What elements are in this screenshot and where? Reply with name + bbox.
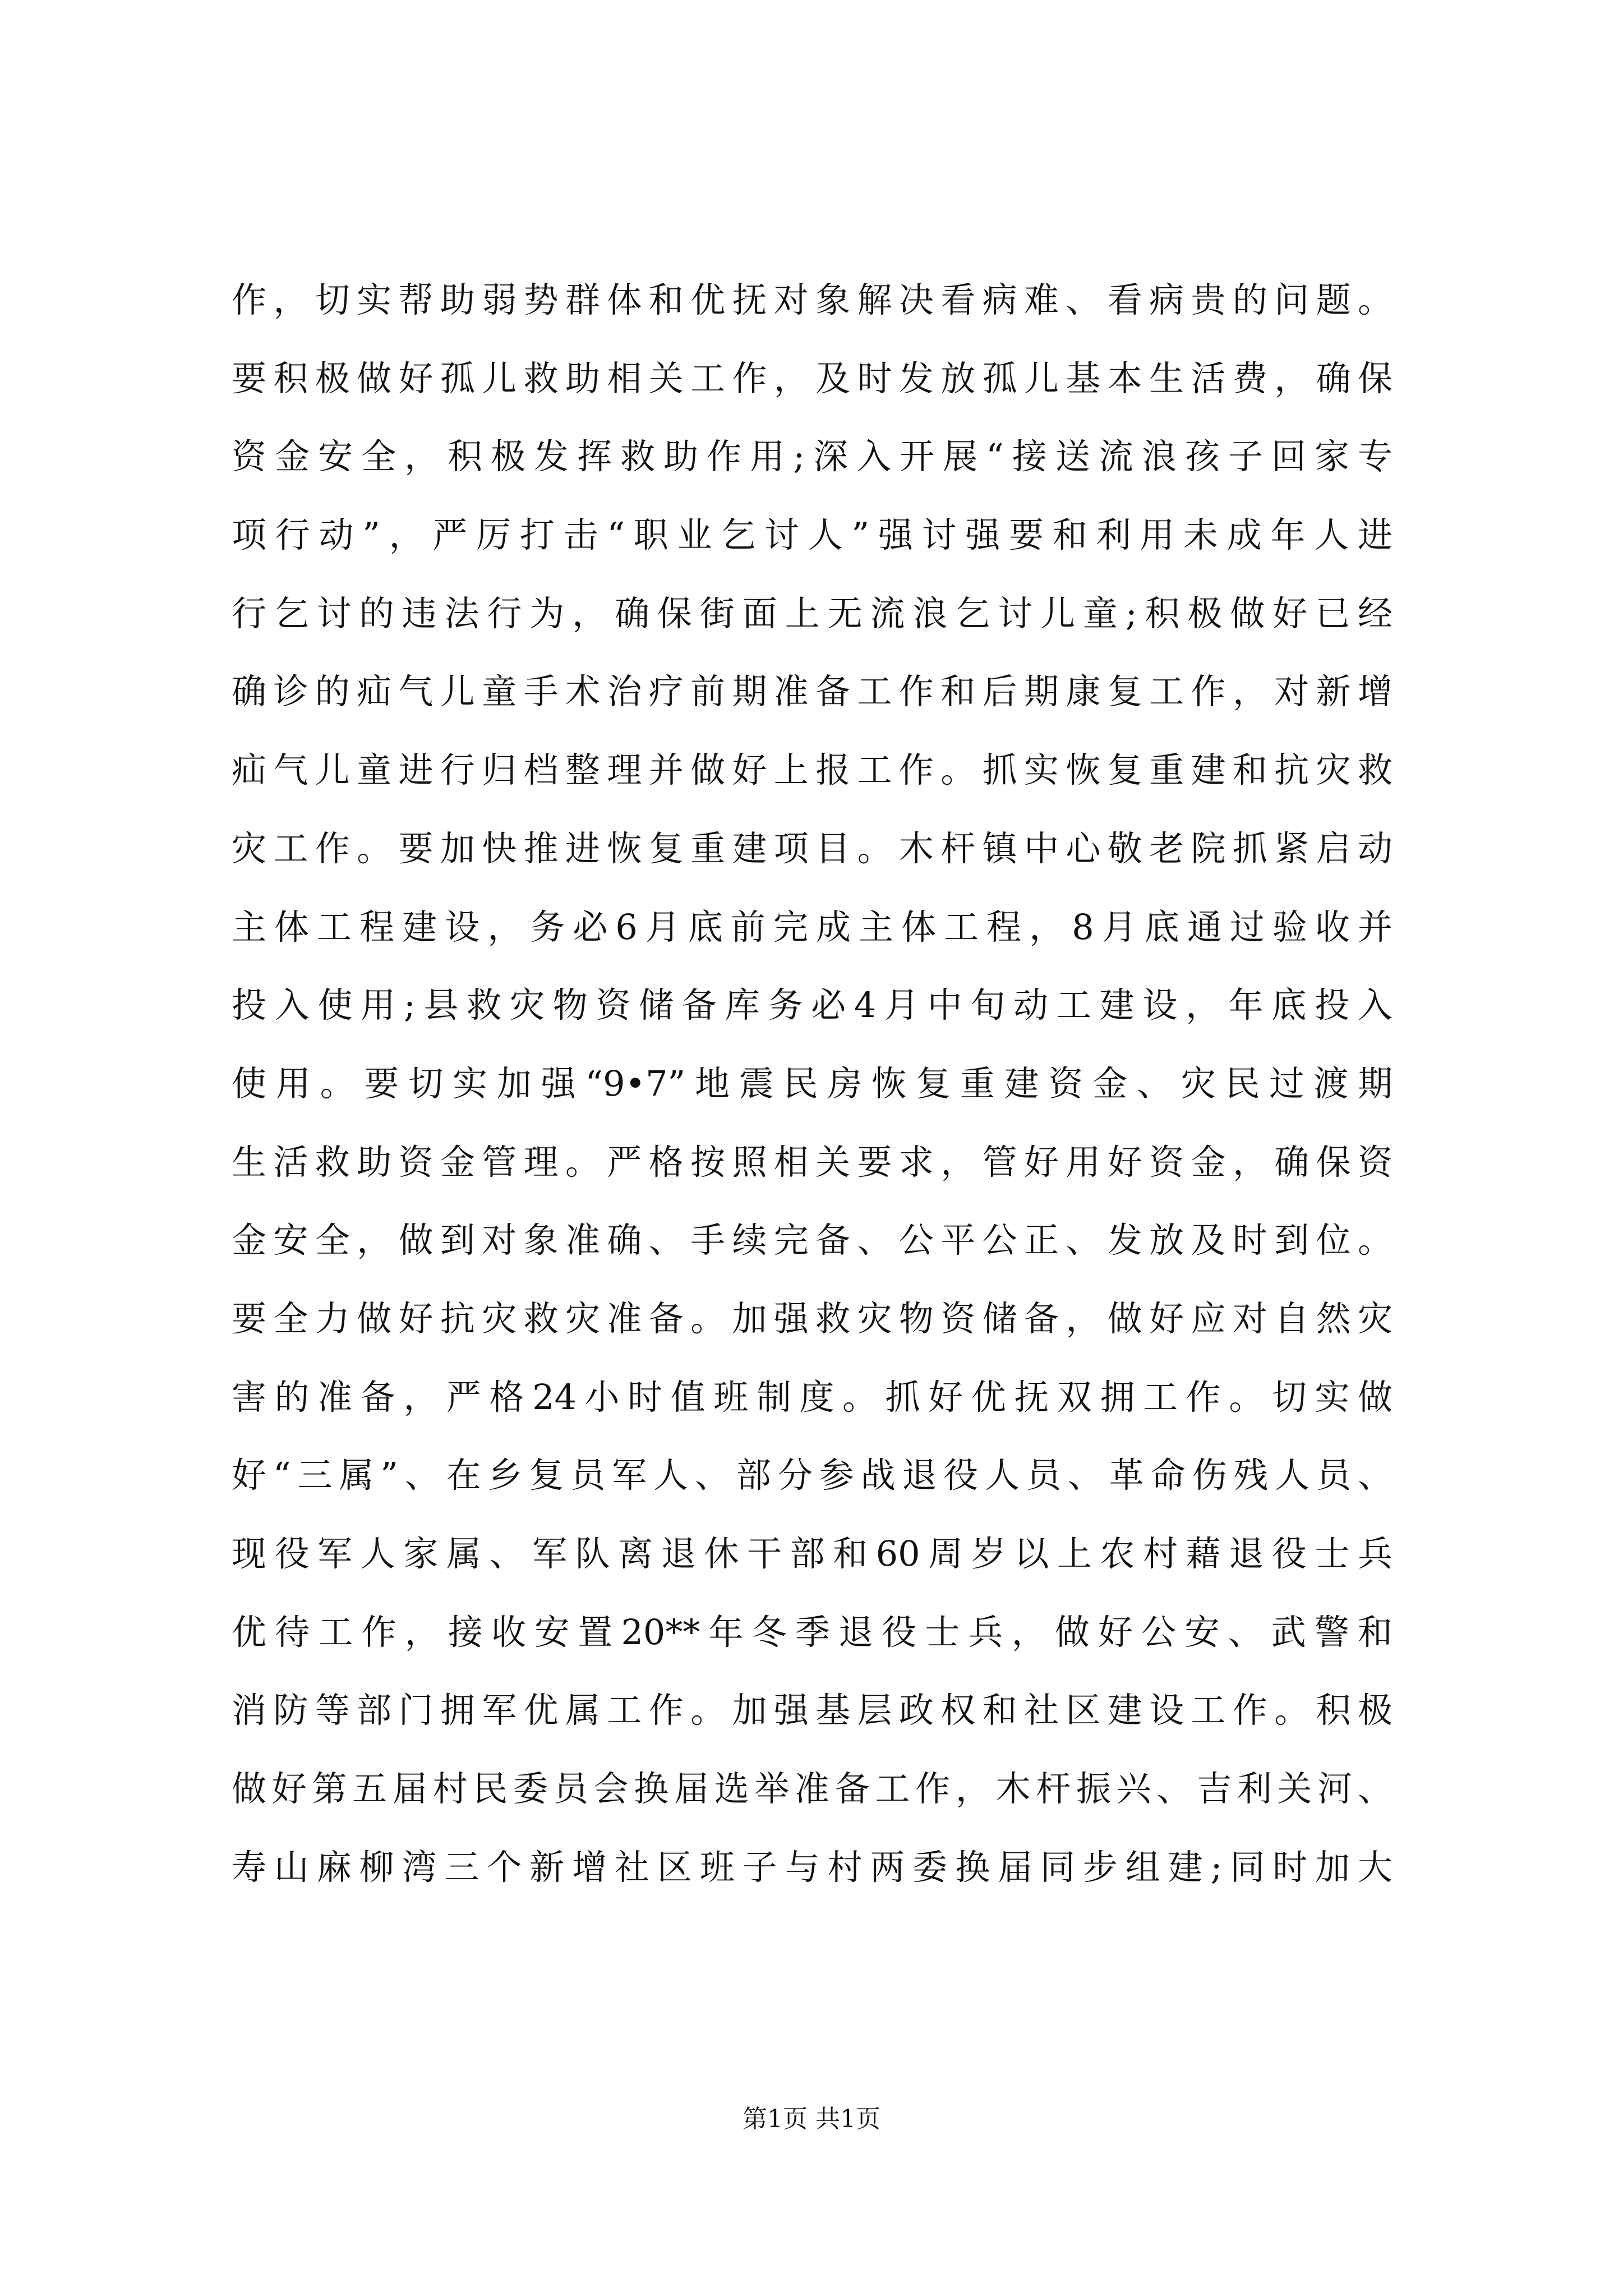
text-line: 要积极做好孤儿救助相关工作，及时发放孤儿基本生活费，确保 <box>232 357 1393 399</box>
text-line: 投入使用;县救灾物资储备库务必4月中旬动工建设，年底投入 <box>232 984 1393 1026</box>
page-footer: 第1页 共1页 <box>743 2105 880 2133</box>
text-line: 做好第五届村民委员会换届选举准备工作，木杆振兴、吉利关河、 <box>232 1768 1393 1810</box>
text-line: 现役军人家属、军队离退休干部和60周岁以上农村藉退役士兵 <box>232 1533 1393 1574</box>
text-line: 寿山麻柳湾三个新增社区班子与村两委换届同步组建;同时加大 <box>232 1846 1393 1888</box>
text-line: 消防等部门拥军优属工作。加强基层政权和社区建设工作。积极 <box>232 1690 1393 1731</box>
text-line: 作，切实帮助弱势群体和优抚对象解决看病难、看病贵的问题。 <box>232 279 1393 320</box>
text-line: 优待工作，接收安置20**年冬季退役士兵，做好公安、武警和 <box>232 1611 1393 1653</box>
text-line: 确诊的疝气儿童手术治疗前期准备工作和后期康复工作，对新增 <box>232 671 1393 712</box>
body-text <box>232 261 1393 1906</box>
text-line: 主体工程建设，务必6月底前完成主体工程，8月底通过验收并 <box>232 906 1393 947</box>
text-line: 生活救助资金管理。严格按照相关要求，管好用好资金，确保资 <box>232 1141 1393 1182</box>
text-line: 疝气儿童进行归档整理并做好上报工作。抓实恢复重建和抗灾救 <box>232 749 1393 791</box>
text-line: 灾工作。要加快推进恢复重建项目。木杆镇中心敬老院抓紧启动 <box>232 827 1393 869</box>
text-line: 资金安全，积极发挥救助作用;深入开展“接送流浪孩子回家专 <box>232 436 1393 477</box>
text-line: 行乞讨的违法行为，确保街面上无流浪乞讨儿童;积极做好已经 <box>232 592 1393 634</box>
text-line: 好“三属”、在乡复员军人、部分参战退役人员、革命伤残人员、 <box>232 1455 1393 1496</box>
text-line: 金安全，做到对象准确、手续完备、公平公正、发放及时到位。 <box>232 1220 1393 1261</box>
text-line: 项行动”，严厉打击“职业乞讨人”强讨强要和利用未成年人进 <box>232 514 1393 556</box>
text-line: 害的准备，严格24小时值班制度。抓好优抚双拥工作。切实做 <box>232 1376 1393 1418</box>
text-line: 要全力做好抗灾救灾准备。加强救灾物资储备，做好应对自然灾 <box>232 1297 1393 1339</box>
text-line: 使用。要切实加强“9•7”地震民房恢复重建资金、灾民过渡期 <box>232 1062 1393 1104</box>
